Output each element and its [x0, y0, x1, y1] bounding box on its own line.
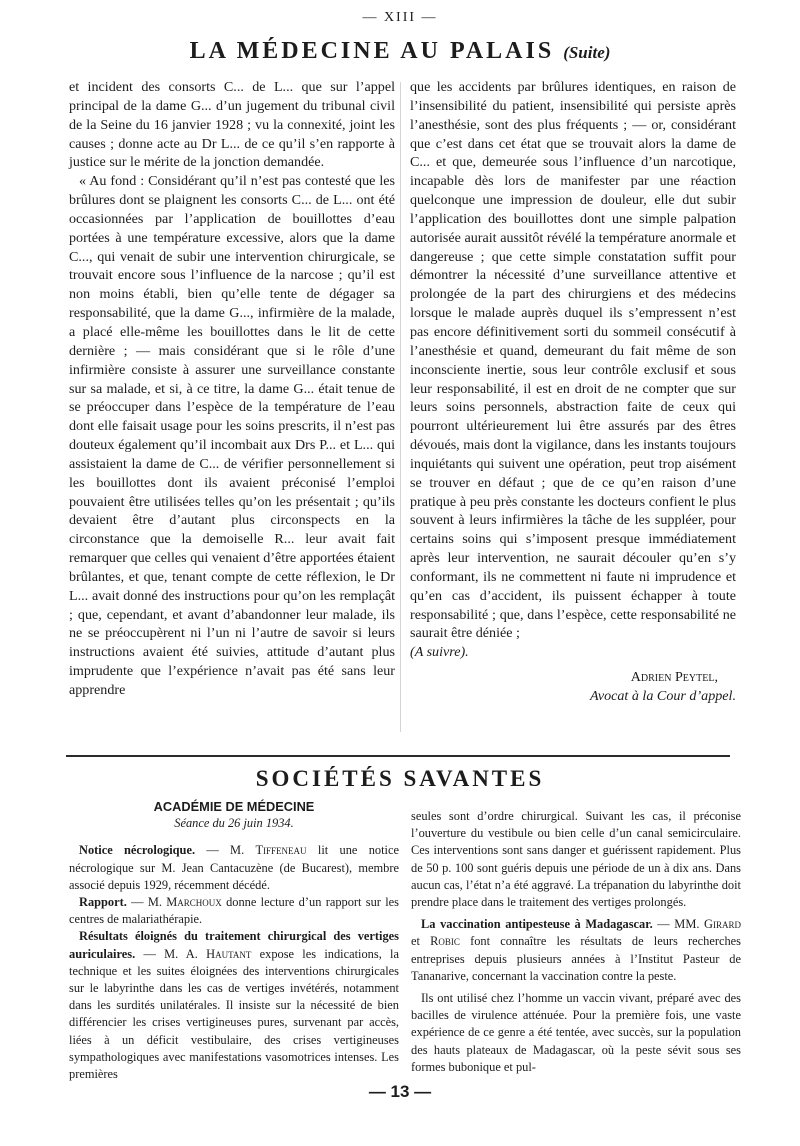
society-item: Résultats éloignés du traitement chirurgical des vertiges auriculaires. — M. A. Hautant expose les indications, la technique et les suites éloignées des interventions chirurgicales sur le labyrinthe dans les cas de vertiges invétérés, notamment dans les surdités unilatérales. Il insiste sur la nécessité de bien différencier les crises vertigineuses pures, survenant par accès, liées à un déficit vestibulaire, des crises vertigineuses sympathologiques avec manifestations vasomotrices intenses. Les premières	[69, 929, 399, 1082]
item-lead: La vaccination antipesteuse à Madagascar.	[421, 917, 653, 932]
page-roman-number: — XIII —	[362, 10, 438, 25]
title-text: LA MÉDECINE AU PALAIS	[189, 38, 555, 64]
author-title: Avocat à la Cour d’appel.	[589, 688, 736, 704]
author-name: Adrien Peytel,	[630, 669, 718, 686]
page-number: — 13 —	[368, 1082, 432, 1101]
article-paragraph: que les accidents par brûlures identiques, en raison de l’insensibilité du patient, insensibilité qui persiste après l’anesthésie, sont des plus fréquents ; — or, considérant que c’est dans cet état que se trouvait alors la dame de C... et que, demeurée sous l’influence d’un narcotique, incapable dès lors de manifester par une réaction quelconque une impression de douleur, elle dut subir l’application des bouillottes dont une simple palpation autorisée aurait aussitôt révélé la température anormale et dangereuse ; que cette simple constatation suffit pour démontrer la nécessité d’une surveillance attentive et prolongée de la part des chirurgiens et des médecins lorsque le malade auprès duquel ils s’empressent n’est pas encore définitivement sorti du sommeil consécutif à l’anesthésie et quand, demeurant du fait même de son inconsciente inertie, sous leur contrôle exclusif et sous leur responsabilité, il est en droit de ne compter que sur leurs soins personnels, abstraction faite de ceux qui pourront ultérieurement lui être assurés par des êtres dévoués, mais dont la vigilance, dans les instants toujours inquiétants qui suivent une opération, peut trop aisément se trouver en défaut ; que de ce qu’en raison d’une pratique à peu près constante les docteurs confient le plus souvent à leurs infirmières la tâche de les suppléer, pour certains soins qui s’imposent presque immédiatement après leur intervention, ne saurait découler qu’en s’y conformant, ils ne commettent ni faute ni imprudence et qu’en cas d’accident, ils puissent échapper à toute responsabilité ; que, dans l’espèce, cette responsabilité ne saurait être déniée ;	[410, 79, 736, 642]
column-divider	[400, 82, 401, 732]
item-lead: Rapport.	[79, 895, 127, 910]
article-paragraph: « Au fond : Considérant qu’il n’est pas contesté que les brûlures dont se plaignent les consorts C... de L... ont été occasionnées par l’application de bouillottes d’eau portées à une température excessive, alors que la dame C..., qui venait de subir une intervention chirurgicale, se trouvait encore sous l’influence de la narcose ; qu’il est non moins établi, bien qu’elle tente de dégager sa responsabilité, que la dame G..., infirmière de la malade, a placé elle-même les bouillottes dans le lit de cette dernière ; — mais considérant que si le rôle d’une infirmière consiste à assurer une surveillance constante sur sa malade, et si, à ce titre, la dame G... était tenue de se préoccuper dans l’espèce de la température de l’eau dont elle faisait usage pour les soins prescrits, il n’est pas douteux également qu’il incombait aux Drs P... et L... qui assistaient la dame de C... de vérifier personnellement si les bouillottes dont ils avaient préconisé l’emploi pouvaient être utilisées telles qu’on les présentait ; qu’ils devaient être d’autant plus circonspects en la circonstance que la demoiselle R... leur avait fait remarquer que celles qui venaient d’être apportées étaient brûlantes, et que, tenant compte de cette réflexion, le Dr L... avait donné des instructions pour qu’on les remplaçât ; que, cependant, et avant d’abandonner leur malade, ils ne se préoccupèrent ni l’un ni l’autre de savoir si leurs instructions avaient été suivies, attitude d’autant plus imprudente que l’expérience n’avait pas été sans leur apprendre	[69, 173, 395, 698]
person-name: Hautant	[206, 946, 252, 961]
society-item: Rapport. — M. Marchoux donne lecture d’un rapport sur les centres de malariathérapie.	[69, 895, 399, 927]
item-lead: Résultats éloignés du traitement chirurgical des vertiges auriculaires.	[69, 929, 399, 961]
society-item: Notice nécrologique. — M. Tiffeneau lit une notice nécrologique sur M. Jean Cantacuzène (de Bucarest), membre associé depuis 1929, récemment décédé.	[69, 843, 399, 892]
person-name: Girard	[704, 917, 741, 932]
section-title-medecine-au-palais	[0, 38, 800, 65]
section-title-societes-savantes: SOCIÉTÉS SAVANTES	[255, 766, 545, 791]
societies-left-column	[69, 798, 399, 1083]
society-item: La vaccination antipesteuse à Madagascar. — MM. Girard et Robic font connaître les résultats de leurs recherches entreprises depuis plusieurs années à l’Institut Pasteur de Tananarive, concernant la vaccination contre la peste.	[411, 917, 741, 983]
to-follow-note: (A suivre).	[410, 644, 469, 661]
item-lead: Notice nécrologique.	[79, 843, 196, 858]
article-right-column	[410, 78, 736, 706]
person-name: Marchoux	[166, 895, 222, 910]
article-paragraph: et incident des consorts C... de L... que sur l’appel principal de la dame G... d’un jugement du tribunal civil de la Seine du 16 janvier 1928 ; vu la connexité, joint les causes ; donne acte au Dr L... de ce qu’il s’en rapporte à justice sur le mérite de la jonction demandée.	[69, 79, 395, 171]
section-separator	[66, 755, 730, 757]
session-date: Séance du 26 juin 1934.	[174, 816, 294, 831]
society-paragraph: seules sont d’ordre chirurgical. Suivant les cas, il préconise l’ouverture du vestibule ou bien celle d’un canal semicirculaire. Ces interventions sont sans danger et guérissent rapidement. Plus de 50 p. 100 sont guéris depuis une période de un à dix ans. Dans aucun cas, l’état n’a été aggravé. La trépanation du labyrinthe doit prendre place dans le traitement des vertiges prolongés.	[411, 809, 741, 910]
article-left-column	[69, 78, 395, 700]
societies-right-column	[411, 808, 741, 1076]
person-name: Tiffeneau	[255, 843, 307, 858]
academy-heading: ACADÉMIE DE MÉDECINE	[153, 799, 315, 814]
society-paragraph: Ils ont utilisé chez l’homme un vaccin vivant, préparé avec des bacilles de virulence atténuée. Pour la première fois, une vaste expérience de ce genre a été tentée, avec succès, sur la population des hauts plateaux de Madagascar, où la peste sévit sous ses formes bubonique et pul-	[411, 991, 741, 1074]
person-name: Robic	[430, 934, 460, 949]
title-suffix: (Suite)	[563, 43, 611, 62]
